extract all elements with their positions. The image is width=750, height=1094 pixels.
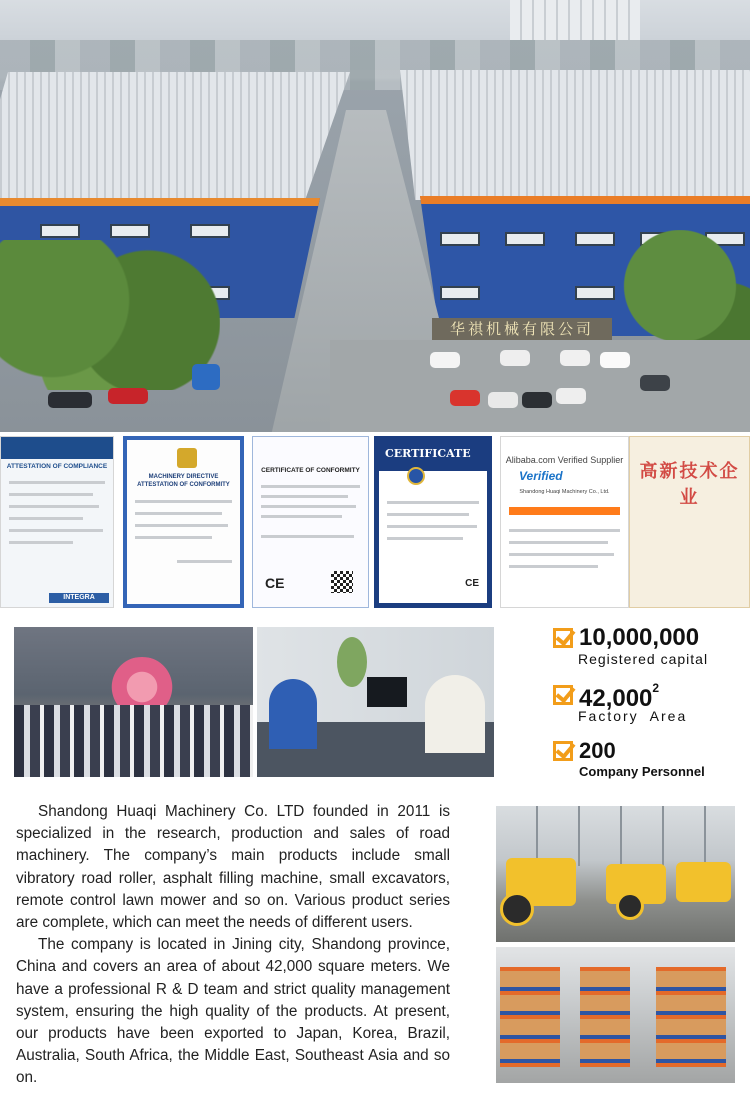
seal-icon: [177, 448, 197, 468]
certificate-text-line: [387, 513, 469, 516]
car: [450, 390, 480, 406]
car: [640, 375, 670, 391]
integra-logo: INTEGRA: [49, 593, 109, 603]
stat-label: Registered capital: [578, 651, 709, 667]
certificate-text-line: [509, 553, 614, 556]
certificate-title: CERTIFICATE OF CONFORMITY: [261, 467, 360, 474]
certificate-text-line: [9, 505, 99, 508]
stat-label: Factory Area: [578, 708, 688, 724]
certificate-text-line: [261, 515, 342, 518]
warehouse-frame: [496, 806, 735, 866]
car: [560, 350, 590, 366]
certificate-text-line: [135, 512, 222, 515]
ce-mark: CE: [465, 578, 479, 589]
parking-lot: [330, 340, 750, 432]
high-tech-enterprise-certificate: [629, 436, 750, 608]
alibaba-verified-supplier: [500, 436, 629, 608]
certificate-text-line: [177, 560, 232, 563]
certificate-text-line: [9, 541, 73, 544]
office-monitor: [367, 677, 407, 707]
window: [505, 232, 545, 246]
certificate-text-line: [135, 524, 228, 527]
stat-value: 10,000,000: [579, 624, 700, 651]
certificate-text-line: [509, 529, 620, 532]
certificate-text-line: [387, 501, 479, 504]
car: [522, 392, 552, 408]
roller-drum: [616, 892, 644, 920]
right-warehouse-roof: [400, 70, 750, 200]
certificate-text-line: [261, 485, 360, 488]
certificate-text-line: [9, 481, 105, 484]
window: [575, 286, 615, 300]
certificate-text-line: [9, 529, 103, 532]
window: [110, 224, 150, 238]
window: [575, 232, 615, 246]
certificate-attestation-of-compliance: [0, 436, 114, 608]
trees-left: [0, 240, 220, 390]
certificate-header-band: [1, 437, 114, 459]
report-bar: [509, 507, 620, 515]
car: [488, 392, 518, 408]
certificate-title: ATTESTATION OF COMPLIANCE: [6, 463, 108, 470]
car: [430, 352, 460, 368]
paragraph-location: The company is located in Jining city, Shandong province, China and covers an area of about 42,000 square meters. We have a professional R & D team and strict quality management system, ensuring the high quality of the products. At present, our products have been exported to Japan, Korea, Brazil, Australia, South Africa, the Middle East, Southeast Asia and so on.: [16, 936, 450, 1087]
certificate-title: CERTIFICATE: [385, 447, 471, 460]
left-warehouse-roof: [0, 72, 350, 202]
window: [190, 224, 230, 238]
certificate-header: Alibaba.com Verified Supplier: [505, 455, 624, 465]
qr-code-icon: [331, 571, 353, 593]
roller-drum: [500, 892, 534, 926]
ce-mark: CE: [265, 575, 285, 591]
car: [48, 392, 92, 408]
stat-value-number: 42,000: [579, 685, 653, 712]
storage-shelf: [656, 967, 726, 1067]
ce-emblem-icon: [407, 467, 425, 485]
office-photo: [257, 627, 494, 777]
team-group: [14, 705, 253, 777]
stat-value-superscript: 2: [652, 681, 660, 695]
certificate-text-line: [261, 535, 354, 538]
certificate-text-line: [135, 536, 212, 539]
certificate-text-line: [509, 541, 608, 544]
stat-label: Company Personnel: [579, 764, 705, 779]
office-worker: [425, 675, 485, 753]
certificate-text-line: [9, 493, 93, 496]
window: [440, 286, 480, 300]
certificate-text-line: [509, 565, 598, 568]
certificate-text-line: [261, 505, 356, 508]
office-worker: [269, 679, 317, 749]
certificate-text-line: [387, 525, 477, 528]
car: [500, 350, 530, 366]
checkbox-check-icon: [553, 685, 573, 705]
window: [40, 224, 80, 238]
certificate-title: MACHINERY DIRECTIVE: [148, 474, 219, 480]
certificates-strip: [0, 436, 750, 608]
certificate-subtitle: ATTESTATION OF CONFORMITY: [137, 482, 230, 488]
gate-sign: 华祺机械有限公司: [432, 318, 612, 340]
car: [192, 364, 220, 390]
window: [440, 232, 480, 246]
factory-aerial-photo: [0, 0, 750, 432]
certificate-title: 高新技术企业: [639, 461, 740, 508]
paragraph-history: Shandong Huaqi Machinery Co. LTD founded in 2011 is specialized in the research, production and sales of road machinery. The company’s main products include small vibratory road roller, asphalt filling machine, small excavators, remote control lawn mower and so on. Various product series are complete, which can meet the needs of different users.: [16, 803, 450, 932]
checkbox-check-icon: [553, 741, 573, 761]
parts-warehouse-photo: [496, 947, 735, 1083]
certificate-text-line: [9, 517, 83, 520]
distant-tower: [510, 0, 640, 40]
certificate-text-line: [135, 500, 232, 503]
certificate-machinery-directive: [123, 436, 244, 608]
company-name: Shandong Huaqi Machinery Co., Ltd.: [519, 489, 610, 495]
certificate-text-line: [387, 537, 463, 540]
certificate-of-conformity: [252, 436, 369, 608]
car: [556, 388, 586, 404]
certificate-ce: [374, 436, 492, 608]
team-photo: [14, 627, 253, 777]
office-plant: [337, 637, 367, 687]
verified-badge: Verified: [519, 469, 563, 483]
storage-shelf: [500, 967, 560, 1067]
storage-shelf: [580, 967, 630, 1067]
road-roller-warehouse-photo: [496, 806, 735, 942]
car: [600, 352, 630, 368]
certificate-text-line: [261, 495, 348, 498]
road-roller: [676, 862, 731, 902]
checkbox-check-icon: [553, 628, 573, 648]
company-description: [16, 801, 450, 1090]
stat-value: 200: [579, 738, 616, 763]
car: [108, 388, 148, 404]
